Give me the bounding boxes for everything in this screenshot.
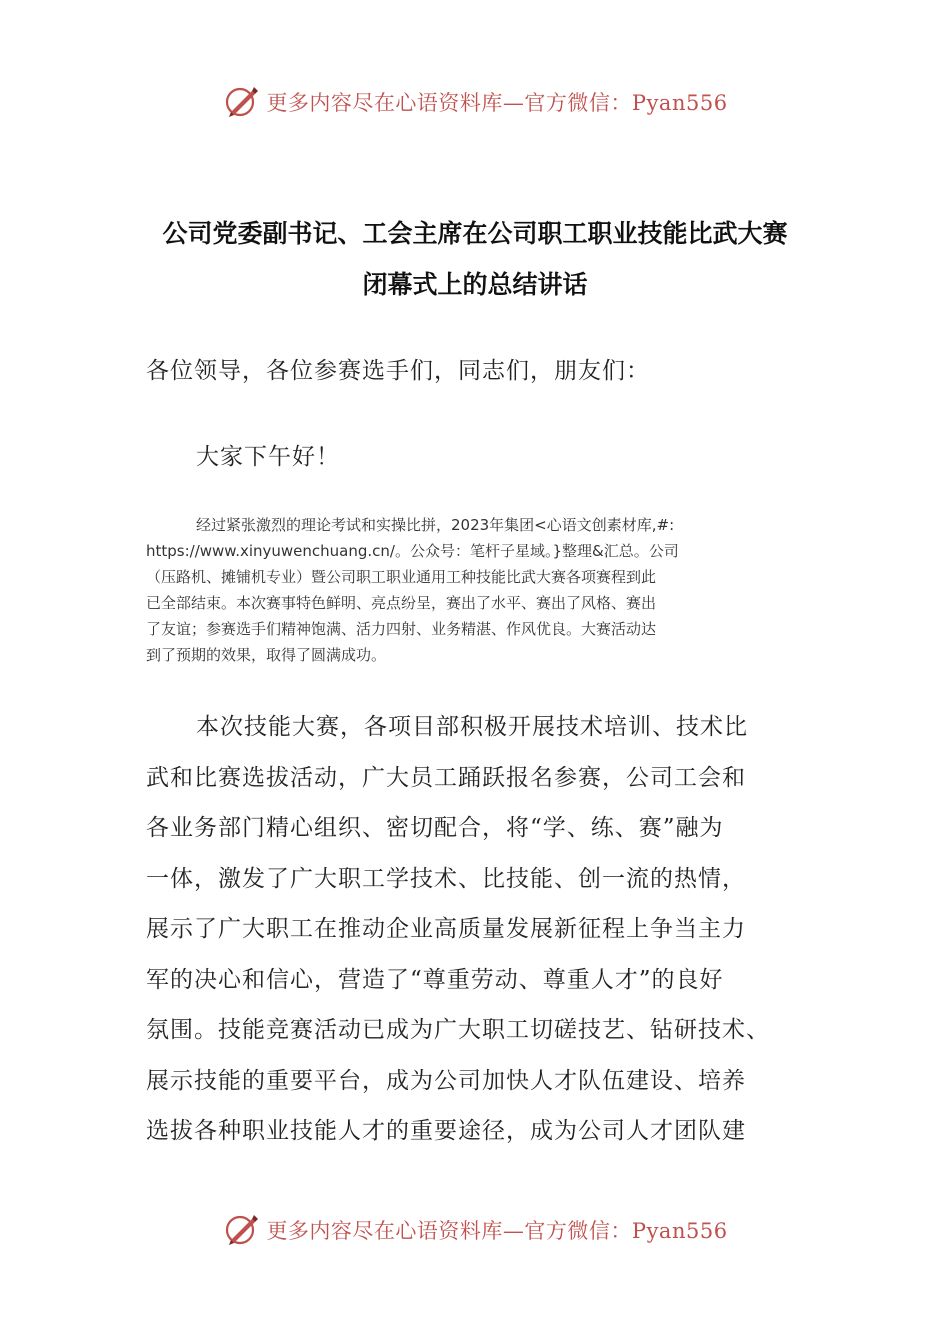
small-paragraph-line: https://www.xinyuwenchuang.cn/。公众号：笔杆子星域。}整理&汇总。公司 — [146, 542, 679, 560]
main-paragraph-line: 展示了广大职工在推动企业高质量发展新征程上争当主力 — [146, 916, 746, 942]
small-paragraph-line: 了友谊；参赛选手们精神饱满、活力四射、业务精湛、作风优良。大赛活动达 — [146, 620, 657, 638]
footer-banner-text: 更多内容尽在心语资料库—官方微信：Pyan556 — [266, 1219, 728, 1243]
small-paragraph-line: （压路机、摊铺机专业）暨公司职工职业通用工种技能比武大赛各项赛程到此 — [146, 568, 657, 586]
main-paragraph-line: 展示技能的重要平台，成为公司加快人才队伍建设、培养 — [146, 1067, 746, 1094]
main-paragraph-line: 选拔各种职业技能人才的重要途径，成为公司人才团队建 — [146, 1118, 746, 1144]
header-banner — [0, 78, 950, 126]
document-title-line-2: 闭幕式上的总结讲话 — [362, 270, 588, 299]
main-paragraph-line: 本次技能大赛，各项目部积极开展技术培训、技术比 — [196, 714, 748, 740]
greeting: 各位领导，各位参赛选手们，同志们，朋友们： — [146, 358, 650, 384]
main-paragraph-line: 氛围。技能竞赛活动已成为广大职工切磋技艺、钻研技术、 — [146, 1017, 770, 1043]
footer-banner — [0, 1206, 950, 1254]
main-paragraph-line: 各业务部门精心组织、密切配合，将“学、练、赛”融为 — [146, 815, 724, 841]
main-paragraph-line: 武和比赛选拔活动，广大员工踊跃报名参赛，公司工会和 — [146, 764, 746, 791]
pen-logo-icon — [222, 1210, 262, 1250]
main-paragraph-line: 军的决心和信心，营造了“尊重劳动、尊重人才”的良好 — [146, 966, 724, 993]
small-paragraph-line: 已全部结束。本次赛事特色鲜明、亮点纷呈，赛出了水平、赛出了风格、赛出 — [146, 594, 657, 612]
small-paragraph-line: 经过紧张激烈的理论考试和实操比拼，2023年集团<心语文创素材库,#: — [196, 516, 675, 534]
small-paragraph — [146, 512, 806, 668]
main-paragraph — [146, 702, 826, 1157]
small-paragraph-line: 到了预期的效果，取得了圆满成功。 — [146, 646, 387, 664]
main-paragraph-line: 一体，激发了广大职工学技术、比技能、创一流的热情， — [146, 865, 746, 892]
document-title-line-1: 公司党委副书记、工会主席在公司职工职业技能比武大赛 — [162, 219, 788, 248]
header-banner-text: 更多内容尽在心语资料库—官方微信：Pyan556 — [266, 91, 728, 115]
pen-logo-icon — [222, 82, 262, 122]
hello-line: 大家下午好！ — [196, 444, 340, 470]
